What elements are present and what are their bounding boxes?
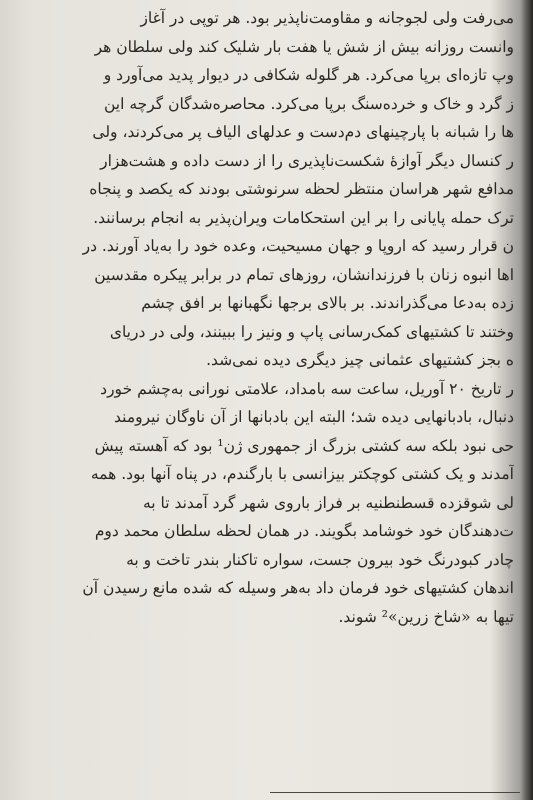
text-line: زده به‌دعا می‌گذراندند. بر بالای برجها نگهبانها بر افق چشم [141, 294, 514, 312]
text-line: ز گرد و خاک و خرده‌سنگ برپا می‌کرد. محاصره‌شدگان گرچه این [103, 94, 514, 113]
text-line: لی شوقزده قسطنطنیه بر فراز باروی شهر گرد آمدند تا به [142, 493, 514, 512]
text-line: مدافع شهر هراسان منتظر لحظه سرنوشتی بودند که یکصد و پنجاه [89, 180, 514, 198]
text-line: وپ تازه‌ای برپا می‌کرد. هر گلوله شکافی در دیوار پدید می‌آورد و [103, 66, 514, 84]
text-line: چادر کبودرنگ خود بیرون جست، سواره تاکنار بندر تاخت و به [126, 550, 514, 569]
text-line: وانست روزانه بیش از شش یا هفت بار شلیک کند ولی سلطان هر [94, 37, 514, 56]
text-line: دنبال، بادبانهایی دیده شد؛ البته این بادبانها از آن ناوگان نیرومند [114, 408, 514, 426]
footnote-divider [270, 792, 520, 793]
text-line: اها انبوه زنان با فرزندانشان، روزهای تمام در برابر پیکره مقدسین [94, 265, 514, 284]
text-line: آمدند و یک کشتی کوچکتر بیزانسی با بارگندم، در پناه آنها بود. همه [90, 465, 514, 483]
text-line: وختند تا کشتیهای کمک‌رسانی پاپ و ونیز را ببینند، ولی در دریای [109, 322, 514, 341]
page-edge-shadow [520, 0, 533, 800]
text-line: ر تاریخ ۲۰ آوریل، ساعت سه بامداد، علامتی نورانی به‌چشم خورد [100, 379, 514, 398]
text-line: اندهان کشتیهای خود فرمان داد به‌هر وسیله که شده مانع رسیدن آن [82, 579, 514, 597]
text-line: حی نبود بلکه سه کشتی بزرگ از جمهوری ژن¹ بود که آهسته پیش [94, 436, 514, 455]
text-line: ت‌دهندگان خود خوشامد بگویند. در همان لحظه سلطان محمد دوم [94, 522, 514, 540]
text-line: تیها به «شاخ زرین»² شوند. [338, 607, 514, 626]
text-line: ه بجز کشتیهای عثمانی چیز دیگری دیده نمی‌شد. [206, 351, 514, 369]
text-line: ها را شبانه با پارچینهای دم‌دست و عدلهای الیاف پر می‌کردند، ولی [92, 123, 514, 141]
body-text [0, 4, 520, 631]
text-line: ن قرار رسید که اروپا و جهان مسیحیت، وعده خود را به‌یاد آورند. در [82, 237, 514, 255]
text-line: می‌رفت ولی لجوجانه و مقاومت‌ناپذیر بود. هر توپی در آغاز [140, 9, 514, 27]
text-line: ترک حمله پایانی را بر این استحکامات ویران‌پذیر به انجام برسانند. [93, 208, 514, 227]
text-line: ر کنسال دیگر آوازهٔ شکست‌ناپذیری را از دست داده و هشت‌هزار [100, 151, 514, 170]
